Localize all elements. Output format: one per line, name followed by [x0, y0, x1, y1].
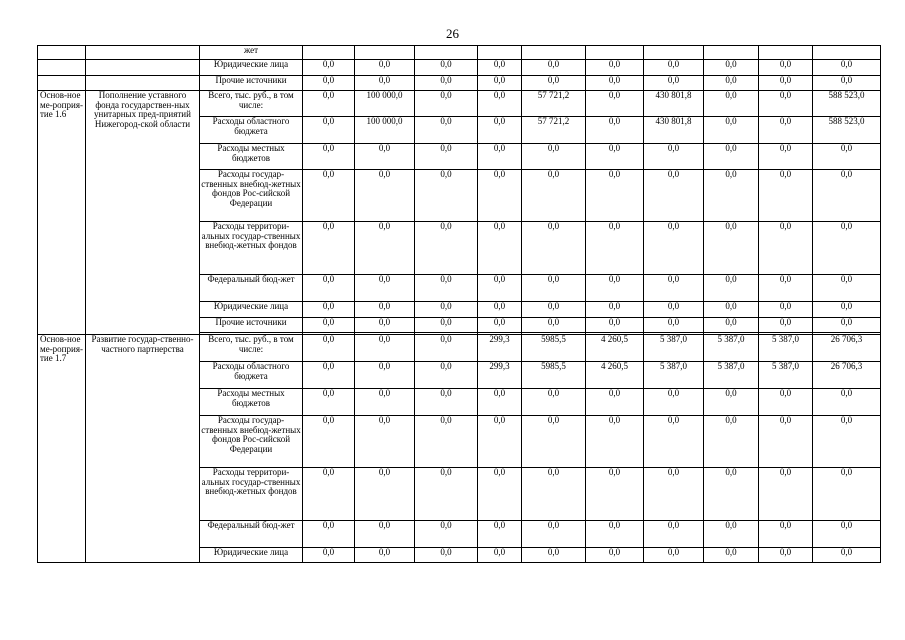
value-cell: 0,0	[759, 468, 813, 521]
table-row	[38, 60, 881, 76]
value-cell: 0,0	[522, 170, 586, 222]
value-cell: 0,0	[303, 222, 355, 275]
value-cell: 0,0	[759, 76, 813, 91]
value-cell: 0,0	[704, 302, 759, 318]
value-cell: 0,0	[478, 318, 522, 333]
value-cell: 0,0	[478, 548, 522, 563]
value-cell: 0,0	[644, 318, 704, 333]
event-cell	[38, 60, 86, 76]
funding-source-cell: Федеральный бюд-жет	[200, 521, 303, 548]
value-cell: 0,0	[704, 144, 759, 170]
value-cell: 0,0	[813, 60, 881, 76]
value-cell: 0,0	[303, 468, 355, 521]
value-cell: 0,0	[303, 389, 355, 416]
value-cell: 0,0	[522, 416, 586, 468]
value-cell: 430 801,8	[644, 91, 704, 117]
value-cell: 0,0	[478, 468, 522, 521]
funding-source-cell: Прочие источники	[200, 318, 303, 333]
value-cell: 0,0	[704, 222, 759, 275]
value-cell: 0,0	[355, 335, 415, 362]
event-cell	[38, 46, 86, 60]
value-cell: 0,0	[586, 60, 644, 76]
table-row	[38, 335, 881, 362]
value-cell: 0,0	[644, 389, 704, 416]
value-cell: 0,0	[813, 144, 881, 170]
value-cell: 0,0	[355, 76, 415, 91]
value-cell: 0,0	[704, 91, 759, 117]
table-row	[38, 91, 881, 117]
value-cell: 26 706,3	[813, 335, 881, 362]
value-cell	[415, 46, 478, 60]
value-cell: 0,0	[303, 76, 355, 91]
value-cell: 0,0	[303, 302, 355, 318]
value-cell: 0,0	[813, 548, 881, 563]
value-cell: 0,0	[704, 548, 759, 563]
funding-source-cell: Расходы территори-альных государ-ственных внебюд-жетных фондов	[200, 468, 303, 521]
value-cell: 0,0	[478, 91, 522, 117]
value-cell: 0,0	[704, 318, 759, 333]
funding-source-cell: Расходы государ-ственных внебюд-жетных фондов Рос-сийской Федерации	[200, 416, 303, 468]
value-cell: 0,0	[586, 416, 644, 468]
value-cell: 0,0	[644, 416, 704, 468]
value-cell: 0,0	[415, 362, 478, 389]
value-cell: 0,0	[704, 170, 759, 222]
value-cell: 0,0	[522, 76, 586, 91]
funding-source-cell: Юридические лица	[200, 60, 303, 76]
value-cell: 0,0	[813, 170, 881, 222]
value-cell: 5 387,0	[644, 335, 704, 362]
value-cell: 0,0	[355, 468, 415, 521]
value-cell: 0,0	[522, 222, 586, 275]
budget-table	[37, 45, 881, 563]
value-cell: 430 801,8	[644, 117, 704, 144]
funding-source-cell: Расходы областного бюджета	[200, 117, 303, 144]
value-cell: 0,0	[522, 60, 586, 76]
value-cell: 5 387,0	[644, 362, 704, 389]
value-cell	[704, 46, 759, 60]
value-cell: 0,0	[586, 76, 644, 91]
value-cell: 0,0	[355, 389, 415, 416]
value-cell: 0,0	[355, 416, 415, 468]
value-cell: 0,0	[704, 60, 759, 76]
value-cell: 0,0	[586, 302, 644, 318]
value-cell: 0,0	[813, 76, 881, 91]
event-cell	[38, 76, 86, 91]
value-cell: 0,0	[813, 521, 881, 548]
value-cell: 588 523,0	[813, 91, 881, 117]
value-cell: 0,0	[644, 76, 704, 91]
value-cell: 0,0	[415, 548, 478, 563]
value-cell: 0,0	[759, 170, 813, 222]
funding-source-cell: Расходы государ-ственных внебюд-жетных фондов Рос-сийской Федерации	[200, 170, 303, 222]
value-cell	[644, 46, 704, 60]
value-cell: 0,0	[586, 91, 644, 117]
value-cell: 0,0	[303, 60, 355, 76]
funding-source-cell: Юридические лица	[200, 302, 303, 318]
value-cell: 0,0	[415, 521, 478, 548]
value-cell: 0,0	[586, 222, 644, 275]
value-cell: 0,0	[644, 468, 704, 521]
funding-source-cell: Федеральный бюд-жет	[200, 275, 303, 302]
value-cell: 5 387,0	[759, 335, 813, 362]
value-cell: 0,0	[759, 548, 813, 563]
value-cell	[522, 46, 586, 60]
value-cell: 5 387,0	[704, 362, 759, 389]
value-cell: 0,0	[415, 318, 478, 333]
funding-source-cell: Расходы территори-альных государ-ственных внебюд-жетных фондов	[200, 222, 303, 275]
value-cell: 0,0	[759, 389, 813, 416]
value-cell: 0,0	[415, 117, 478, 144]
value-cell: 0,0	[704, 76, 759, 91]
value-cell: 0,0	[355, 362, 415, 389]
value-cell: 588 523,0	[813, 117, 881, 144]
value-cell: 0,0	[704, 275, 759, 302]
value-cell: 4 260,5	[586, 335, 644, 362]
funding-source-cell: Юридические лица	[200, 548, 303, 563]
value-cell: 5 387,0	[759, 362, 813, 389]
value-cell: 0,0	[303, 318, 355, 333]
value-cell: 4 260,5	[586, 362, 644, 389]
value-cell: 0,0	[522, 318, 586, 333]
value-cell: 0,0	[355, 144, 415, 170]
value-cell: 0,0	[813, 302, 881, 318]
value-cell: 0,0	[759, 275, 813, 302]
value-cell: 0,0	[478, 222, 522, 275]
value-cell: 0,0	[303, 91, 355, 117]
value-cell: 299,3	[478, 335, 522, 362]
value-cell: 0,0	[478, 170, 522, 222]
value-cell: 0,0	[759, 302, 813, 318]
value-cell: 0,0	[415, 60, 478, 76]
value-cell: 0,0	[415, 468, 478, 521]
value-cell: 0,0	[586, 117, 644, 144]
value-cell: 0,0	[415, 170, 478, 222]
value-cell	[478, 46, 522, 60]
value-cell	[303, 46, 355, 60]
value-cell: 0,0	[813, 416, 881, 468]
value-cell: 0,0	[303, 117, 355, 144]
value-cell: 0,0	[704, 416, 759, 468]
value-cell: 0,0	[813, 389, 881, 416]
value-cell: 0,0	[303, 362, 355, 389]
table-row	[38, 76, 881, 91]
funding-source-cell: Расходы местных бюджетов	[200, 389, 303, 416]
event-name-cell	[86, 46, 200, 60]
value-cell: 0,0	[355, 275, 415, 302]
funding-source-cell: жет	[200, 46, 303, 60]
funding-source-cell: Всего, тыс. руб., в том числе:	[200, 335, 303, 362]
value-cell: 0,0	[355, 548, 415, 563]
page-number: 26	[446, 26, 459, 41]
value-cell: 0,0	[415, 76, 478, 91]
value-cell: 0,0	[644, 275, 704, 302]
value-cell: 0,0	[303, 144, 355, 170]
value-cell: 0,0	[478, 302, 522, 318]
value-cell: 0,0	[478, 416, 522, 468]
value-cell: 0,0	[415, 222, 478, 275]
value-cell: 0,0	[759, 91, 813, 117]
value-cell: 0,0	[303, 170, 355, 222]
value-cell: 0,0	[704, 389, 759, 416]
value-cell: 0,0	[415, 275, 478, 302]
value-cell: 0,0	[813, 275, 881, 302]
value-cell: 0,0	[813, 468, 881, 521]
value-cell: 0,0	[303, 335, 355, 362]
value-cell: 0,0	[478, 60, 522, 76]
value-cell: 0,0	[813, 318, 881, 333]
value-cell: 0,0	[704, 468, 759, 521]
value-cell: 0,0	[586, 318, 644, 333]
value-cell: 57 721,2	[522, 117, 586, 144]
value-cell: 0,0	[759, 144, 813, 170]
value-cell: 0,0	[355, 521, 415, 548]
value-cell	[813, 46, 881, 60]
value-cell: 5985,5	[522, 335, 586, 362]
value-cell: 0,0	[415, 335, 478, 362]
value-cell: 0,0	[644, 170, 704, 222]
value-cell: 0,0	[522, 521, 586, 548]
value-cell: 0,0	[522, 468, 586, 521]
value-cell: 0,0	[813, 222, 881, 275]
value-cell: 0,0	[586, 144, 644, 170]
value-cell: 0,0	[586, 521, 644, 548]
value-cell: 0,0	[415, 91, 478, 117]
value-cell: 5985,5	[522, 362, 586, 389]
value-cell: 0,0	[522, 144, 586, 170]
value-cell: 5 387,0	[704, 335, 759, 362]
value-cell: 0,0	[522, 275, 586, 302]
value-cell: 0,0	[355, 222, 415, 275]
value-cell: 0,0	[478, 144, 522, 170]
value-cell: 0,0	[415, 144, 478, 170]
value-cell: 0,0	[759, 416, 813, 468]
event-cell: Основ-ное ме-роприя-тие 1.7	[38, 335, 86, 563]
value-cell: 0,0	[355, 170, 415, 222]
funding-source-cell: Расходы местных бюджетов	[200, 144, 303, 170]
value-cell: 0,0	[586, 548, 644, 563]
value-cell: 0,0	[759, 60, 813, 76]
value-cell: 0,0	[586, 275, 644, 302]
value-cell	[586, 46, 644, 60]
value-cell: 0,0	[759, 521, 813, 548]
value-cell: 0,0	[759, 318, 813, 333]
value-cell: 0,0	[586, 170, 644, 222]
value-cell: 0,0	[522, 302, 586, 318]
value-cell: 0,0	[644, 521, 704, 548]
value-cell: 100 000,0	[355, 91, 415, 117]
funding-source-cell: Прочие источники	[200, 76, 303, 91]
value-cell: 0,0	[478, 521, 522, 548]
value-cell: 100 000,0	[355, 117, 415, 144]
value-cell: 0,0	[644, 222, 704, 275]
value-cell: 0,0	[644, 60, 704, 76]
value-cell: 0,0	[478, 389, 522, 416]
value-cell: 0,0	[415, 302, 478, 318]
value-cell: 0,0	[415, 389, 478, 416]
value-cell: 0,0	[522, 548, 586, 563]
table-row	[38, 46, 881, 60]
value-cell: 0,0	[478, 275, 522, 302]
event-name-cell	[86, 76, 200, 91]
value-cell: 57 721,2	[522, 91, 586, 117]
value-cell	[759, 46, 813, 60]
value-cell: 299,3	[478, 362, 522, 389]
value-cell: 0,0	[303, 521, 355, 548]
event-cell: Основ-ное ме-роприя-тие 1.6	[38, 91, 86, 335]
value-cell: 0,0	[303, 548, 355, 563]
value-cell: 0,0	[644, 144, 704, 170]
value-cell: 0,0	[522, 389, 586, 416]
event-name-cell: Развитие государ-ственно-частного партнерства	[86, 335, 200, 563]
value-cell: 26 706,3	[813, 362, 881, 389]
funding-source-cell: Расходы областного бюджета	[200, 362, 303, 389]
value-cell: 0,0	[704, 117, 759, 144]
value-cell: 0,0	[586, 389, 644, 416]
event-name-cell	[86, 60, 200, 76]
value-cell: 0,0	[303, 416, 355, 468]
value-cell: 0,0	[586, 468, 644, 521]
value-cell: 0,0	[704, 521, 759, 548]
value-cell: 0,0	[303, 275, 355, 302]
value-cell: 0,0	[644, 548, 704, 563]
value-cell: 0,0	[355, 318, 415, 333]
value-cell: 0,0	[478, 117, 522, 144]
value-cell: 0,0	[759, 222, 813, 275]
value-cell: 0,0	[759, 117, 813, 144]
value-cell: 0,0	[355, 60, 415, 76]
value-cell: 0,0	[415, 416, 478, 468]
value-cell: 0,0	[355, 302, 415, 318]
event-name-cell: Пополнение уставного фонда государствен-ных унитарных пред-приятий Нижегород-ской области	[86, 91, 200, 335]
value-cell: 0,0	[644, 302, 704, 318]
value-cell: 0,0	[478, 76, 522, 91]
funding-source-cell: Всего, тыс. руб., в том числе:	[200, 91, 303, 117]
value-cell	[355, 46, 415, 60]
